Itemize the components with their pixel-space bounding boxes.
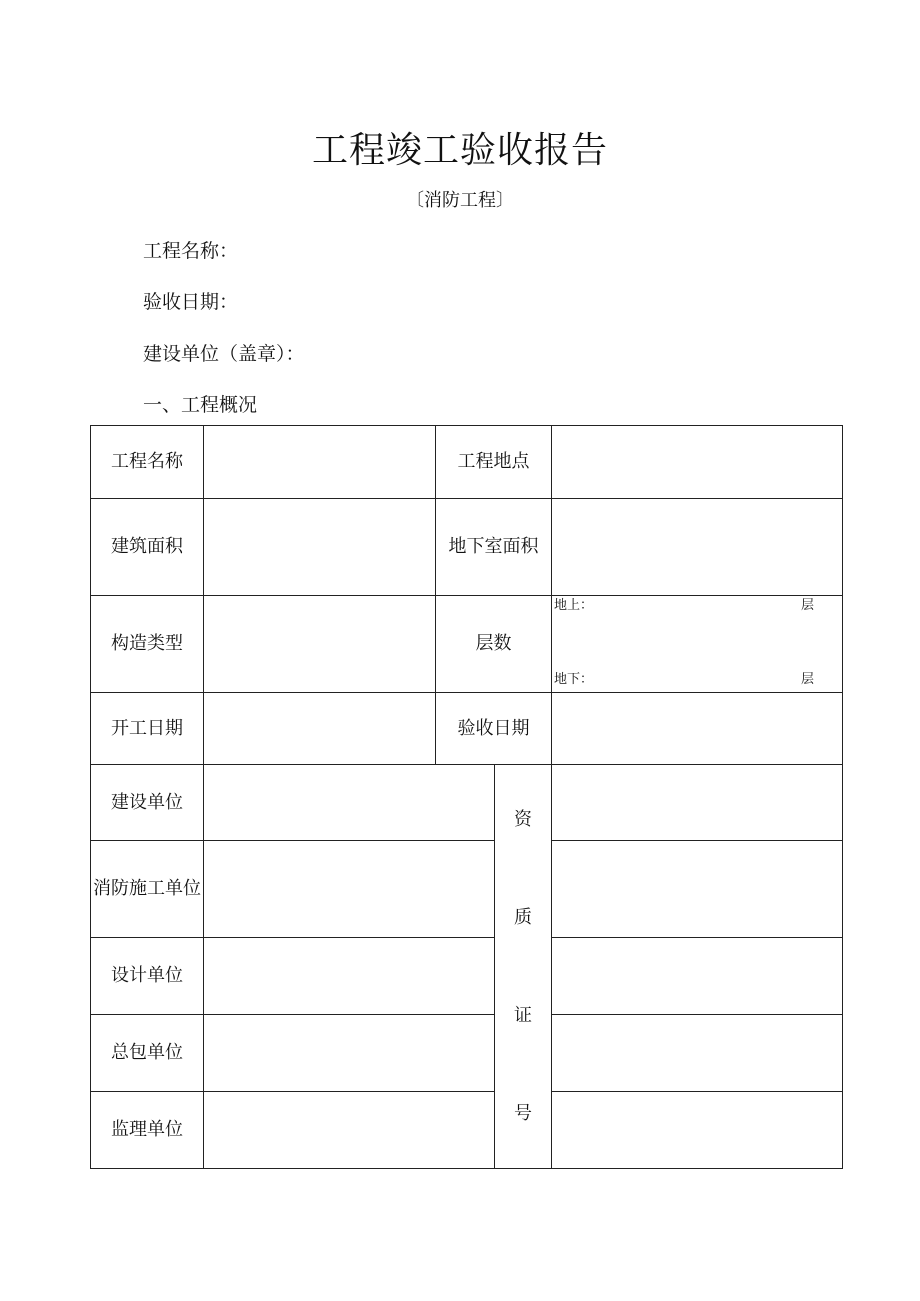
structure-type-value[interactable]	[204, 596, 436, 693]
unit-value[interactable]	[204, 1092, 495, 1169]
unit-label: 设计单位	[91, 938, 204, 1015]
below-ground-line	[554, 672, 814, 688]
qualification-char: 号	[514, 1102, 532, 1124]
acceptance-date-field: 验收日期：	[143, 291, 239, 313]
below-ground-label: 地下：	[554, 672, 594, 687]
start-date-label: 开工日期	[91, 693, 204, 765]
unit-value[interactable]	[204, 765, 495, 841]
table-row	[91, 1092, 843, 1169]
table-row	[91, 841, 843, 938]
unit-value[interactable]	[204, 1015, 495, 1092]
basement-area-value[interactable]	[552, 499, 843, 596]
table-row	[91, 426, 843, 499]
document-subtitle: 〔消防工程〕	[406, 190, 514, 211]
qualification-value[interactable]	[552, 841, 843, 938]
project-name-value[interactable]	[204, 426, 436, 499]
project-name-field: 工程名称：	[143, 240, 239, 262]
unit-label: 总包单位	[91, 1015, 204, 1092]
above-ground-label: 地上：	[554, 598, 594, 613]
table-row	[91, 938, 843, 1015]
project-overview-table	[90, 425, 843, 1169]
qualification-label	[495, 765, 552, 1169]
table-row	[91, 596, 843, 693]
structure-type-label: 构造类型	[91, 596, 204, 693]
acceptance-date-value[interactable]	[552, 693, 843, 765]
acceptance-date-label: 验收日期	[436, 693, 552, 765]
table-row	[91, 693, 843, 765]
unit-value[interactable]	[204, 938, 495, 1015]
qualification-value[interactable]	[552, 938, 843, 1015]
qualification-char: 证	[514, 1004, 532, 1026]
project-location-value[interactable]	[552, 426, 843, 499]
table-row	[91, 499, 843, 596]
project-name-label: 工程名称	[91, 426, 204, 499]
unit-label: 消防施工单位	[91, 841, 204, 938]
start-date-value[interactable]	[204, 693, 436, 765]
table-row	[91, 765, 843, 841]
qualification-value[interactable]	[552, 765, 843, 841]
unit-label: 监理单位	[91, 1092, 204, 1169]
floor-unit: 层	[800, 598, 814, 613]
qualification-value[interactable]	[552, 1092, 843, 1169]
qualification-value[interactable]	[552, 1015, 843, 1092]
construction-unit-field: 建设单位（盖章）：	[143, 343, 305, 365]
unit-label: 建设单位	[91, 765, 204, 841]
qualification-char: 质	[514, 906, 532, 928]
project-location-label: 工程地点	[436, 426, 552, 499]
building-area-label: 建筑面积	[91, 499, 204, 596]
building-area-value[interactable]	[204, 499, 436, 596]
table-row	[91, 1015, 843, 1092]
qualification-char: 资	[514, 808, 532, 830]
above-ground-line	[554, 598, 814, 614]
document-title: 工程竣工验收报告	[311, 130, 608, 171]
section-heading: 一、工程概况	[143, 394, 258, 416]
floors-value[interactable]	[552, 596, 843, 693]
basement-area-label: 地下室面积	[436, 499, 552, 596]
floors-label: 层数	[436, 596, 552, 693]
unit-value[interactable]	[204, 841, 495, 938]
floor-unit: 层	[800, 672, 814, 687]
